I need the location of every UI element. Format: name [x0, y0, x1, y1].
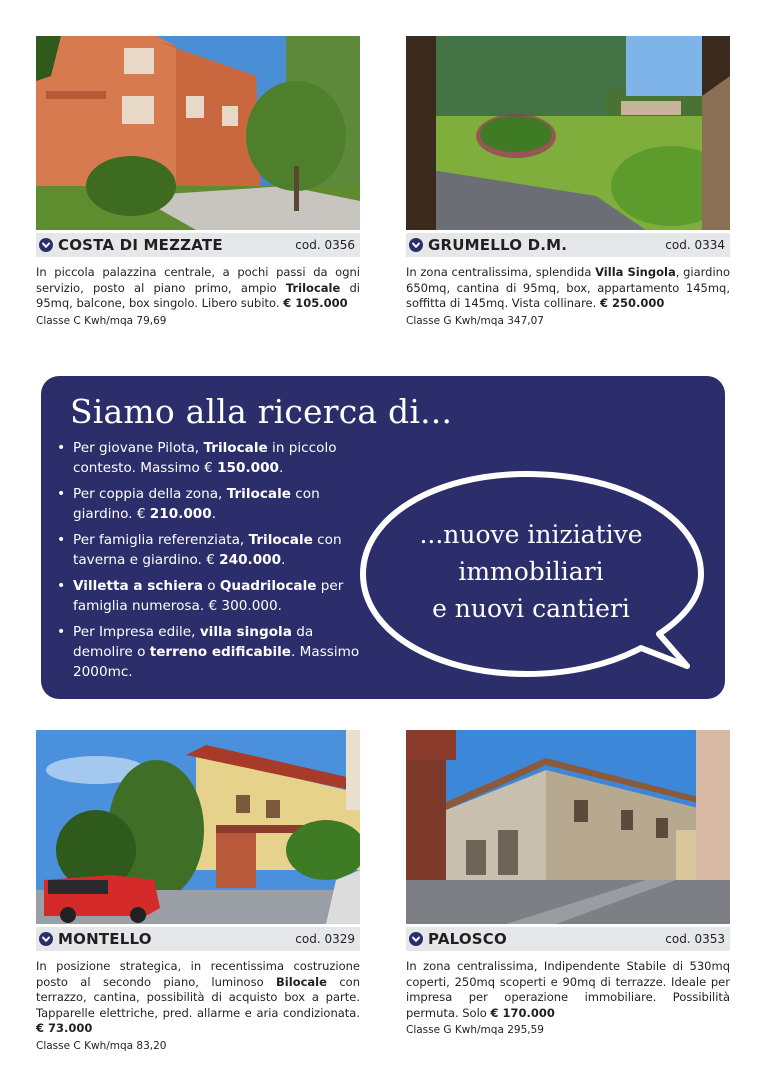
chevron-down-circle-icon	[39, 932, 53, 946]
listing-photo	[406, 730, 730, 924]
listing-description: In posizione strategica, in recentissima costruzione posto al secondo piano, luminoso Bilocale con terrazzo, cantina, possibilità di acquisto box a parte. Tapparelle elettriche, pred. allarme e aria condizionata. € 73.000	[36, 959, 360, 1035]
list-item: • Per coppia della zona, Trilocale con giardino. € 210.000.	[55, 484, 375, 524]
listing-town: PALOSCO	[428, 930, 507, 948]
listing-code: cod. 0356	[295, 238, 355, 252]
chevron-down-circle-icon	[409, 238, 423, 252]
listing-card	[406, 36, 730, 327]
listing-energy-class: Classe C Kwh/mqa 79,69	[36, 314, 167, 327]
listing-energy-class: Classe C Kwh/mqa 83,20	[36, 1039, 167, 1052]
listing-description: In zona centralissima, splendida Villa Singola, giardino 650mq, cantina di 95mq, box, appartamento 145mq, soffitta di 145mq. Vista collinare. € 250.000	[406, 265, 730, 310]
list-item: • Villetta a schiera o Quadrilocale per famiglia numerosa. € 300.000.	[55, 576, 375, 616]
listing-description: In zona centralissima, Indipendente Stabile di 530mq coperti, 250mq scoperti e 90mq di terrazze. Ideale per impresa per operazione immobiliare. Possibilità permuta. Solo € 170.000	[406, 959, 730, 1020]
listing-titlebar	[36, 233, 360, 257]
listing-energy-class: Classe G Kwh/mqa 295,59	[406, 1024, 544, 1036]
listing-titlebar	[406, 233, 730, 257]
listing-town: GRUMELLO D.M.	[428, 236, 568, 254]
banner-title: Siamo alla ricerca di...	[70, 392, 453, 431]
listing-photo	[36, 730, 360, 924]
listing-titlebar	[36, 927, 360, 951]
bubble-text: ...nuove iniziative immobiliari e nuovi cantieri	[419, 520, 643, 623]
listing-code: cod. 0353	[665, 932, 725, 946]
listing-energy-class: Classe G Kwh/mqa 347,07	[406, 314, 544, 327]
listing-card	[36, 730, 360, 1052]
listing-town: COSTA DI MEZZATE	[58, 236, 223, 254]
listing-card	[406, 730, 730, 1036]
chevron-down-circle-icon	[409, 932, 423, 946]
listing-town: MONTELLO	[58, 930, 152, 948]
listing-description: In piccola palazzina centrale, a pochi passi da ogni servizio, posto al piano primo, ampio Trilocale di 95mq, balcone, box singolo. Libero subito. € 105.000	[36, 265, 360, 310]
listing-photo	[36, 36, 360, 230]
listing-titlebar	[406, 927, 730, 951]
list-item: • Per famiglia referenziata, Trilocale con taverna e giardino. € 240.000.	[55, 530, 375, 570]
listing-code: cod. 0334	[665, 238, 725, 252]
chevron-down-circle-icon	[39, 238, 53, 252]
listing-photo	[406, 36, 730, 230]
listing-card	[36, 36, 360, 327]
list-item: • Per giovane Pilota, Trilocale in piccolo contesto. Massimo € 150.000.	[55, 438, 375, 478]
wish-list	[55, 438, 375, 688]
list-item: • Per Impresa edile, villa singola da demolire o terreno edificabile. Massimo 2000mc.	[55, 622, 375, 682]
listing-code: cod. 0329	[295, 932, 355, 946]
search-banner	[41, 376, 725, 699]
